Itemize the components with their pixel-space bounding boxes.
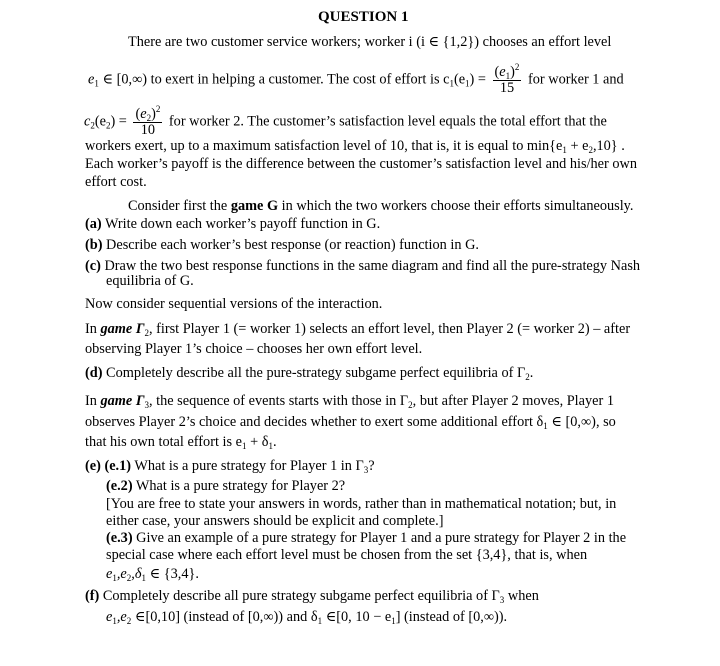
question-c-line-2: equilibria of G. bbox=[106, 273, 194, 289]
intro-line-5: Each worker’s payoff is the difference between the customer’s satisfaction level and his/her own bbox=[85, 156, 637, 172]
game-gamma-2-line-1: In game $\Gamma_2$, first Player 1 (= worker 1) selects an effort level, then Player 2 (= worker 2) – after bbox=[85, 321, 631, 338]
question-e2: (e.2) What is a pure strategy for Player 2? bbox=[106, 478, 346, 494]
question-title: QUESTION 1 bbox=[318, 9, 409, 25]
cost-fraction-worker-1: $\frac{(e_1)^2}{15}$ bbox=[494, 62, 520, 96]
game-gamma-3-line-1: In game $\Gamma_3$, the sequence of events starts with those in $\Gamma_2$, but after Player 2 moves, Player 1 bbox=[85, 393, 614, 410]
question-a: (a) Write down each worker’s payoff function in G. bbox=[85, 216, 381, 232]
question-e3-line-2: special case where each effort level must be chosen from the set {3,4}, that is, when bbox=[106, 547, 588, 563]
sequential-intro: Now consider sequential versions of the interaction. bbox=[85, 296, 383, 312]
question-e1: (e) (e.1) What is a pure strategy for Player 1 in $\Gamma_3$? bbox=[85, 458, 375, 475]
intro-line-3: $c_2(e_2)$ = $\frac{(e_2)^2}{10}$ for worker 2. The customer’s satisfaction level equals the total effort that the bbox=[84, 104, 607, 138]
intro-line-1: There are two customer service workers; worker i (i ∈ {1,2}) chooses an effort level bbox=[128, 34, 612, 50]
question-e-note-1: [You are free to state your answers in words, rather than in mathematical notation; but, in bbox=[106, 496, 617, 512]
question-f-math: $e_1,e_2$ ∈[0,10] (instead of [0,∞)) and $\delta_1$ ∈[0, $10 - e_1$] (instead of [0,∞)). bbox=[106, 609, 508, 626]
question-e3: (e.3) Give an example of a pure strategy for Player 1 and a pure strategy for Player 2 in the bbox=[106, 530, 627, 546]
question-c: (c) Draw the two best response functions in the same diagram and find all the pure-strategy Nash bbox=[85, 258, 641, 274]
question-e3-math: $e_1,e_2,\delta_1$ ∈ {3,4}. bbox=[106, 566, 199, 583]
game-gamma-2-line-2: observing Player 1’s choice – chooses her own effort level. bbox=[85, 341, 423, 357]
question-f: (f) Completely describe all pure strategy subgame perfect equilibria of $\Gamma_3$ when bbox=[85, 588, 539, 605]
question-d: (d) Completely describe all the pure-strategy subgame perfect equilibria of $\Gamma_2$. bbox=[85, 365, 534, 382]
cost-fraction-worker-2: $\frac{(e_2)^2}{10}$ bbox=[135, 104, 161, 138]
question-b: (b) Describe each worker’s best response (or reaction) function in G. bbox=[85, 237, 479, 253]
intro-line-2: $e_1$ ∈ [0,∞) to exert in helping a customer. The cost of effort is $c_1(e_1)$ = $\frac{(e_1)^2}{15}$ for worker 1 and bbox=[88, 62, 624, 96]
question-e-note-2: either case, your answers should be explicit and complete.] bbox=[106, 513, 444, 529]
game-gamma-3-line-2: observes Player 2’s choice and decides whether to exert some additional effort $\delta_1$ ∈ [0,∞), so bbox=[85, 414, 616, 431]
intro-line-4: workers exert, up to a maximum satisfaction level of 10, that is, it is equal to $\min\{e_1 + e_2,10\}$ . bbox=[85, 138, 625, 155]
game-gamma-3-line-3: that his own total effort is $e_1 + \delta_1$. bbox=[85, 434, 277, 451]
intro-line-6: effort cost. bbox=[85, 174, 147, 190]
game-g-intro: Consider first the game G in which the two workers choose their efforts simultaneously. bbox=[128, 198, 634, 214]
